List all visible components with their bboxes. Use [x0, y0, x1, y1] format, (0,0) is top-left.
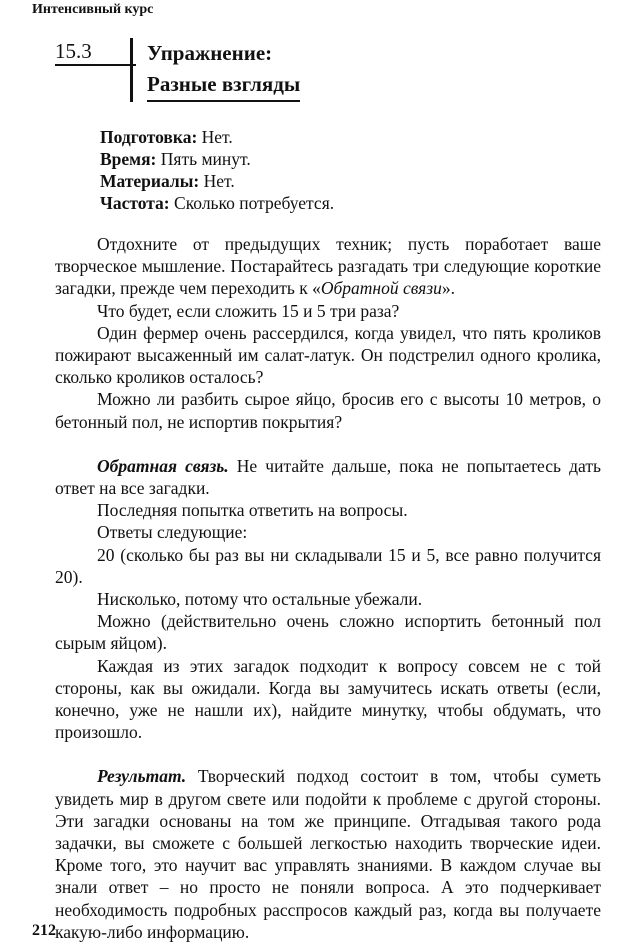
- paragraph-riddle-1: Что будет, если сложить 15 и 5 три раза?: [97, 300, 400, 321]
- spacer: [55, 743, 601, 765]
- paragraph-answer-3: Можно (действительно очень сложно испортить бетонный пол сырым яйцом).: [55, 611, 601, 654]
- meta-materials: [100, 170, 334, 192]
- feedback-reference: Обратной связи: [320, 278, 442, 299]
- meta-prep-value: Нет.: [197, 127, 233, 147]
- meta-materials-label: Материалы:: [100, 171, 200, 191]
- meta-time: [100, 148, 334, 170]
- meta-frequency-value: Сколько потребуется.: [169, 193, 335, 213]
- feedback-label: Обратная связь.: [97, 455, 229, 476]
- paragraph-explanation: Каждая из этих загадок подходит к вопросу совсем не с той стороны, как вы ожидали. Когда вы замучитесь искать ответы (если, конечно, уже не нашли их), найдите минутку, чтобы обдумать, что произошло.: [55, 655, 601, 743]
- intro-text: Отдохните от предыдущих техник; пусть поработает ваше творческое мышление. Постарайтесь разгадать три следующие короткие загадки, прежде чем переходить к «: [55, 234, 601, 299]
- meta-prep: [100, 126, 334, 148]
- paragraph-answer-1: 20 (сколько бы раз вы ни складывали 15 и 5, все равно получится 20).: [55, 544, 601, 587]
- meta-prep-label: Подготовка:: [100, 127, 198, 147]
- exercise-meta: [100, 126, 334, 214]
- paragraph-riddle-2: Один фермер очень рассердился, когда увидел, что пять кроликов пожирают высаженный им салат-латук. Он подстрелил одного кролика, сколько кроликов осталось?: [55, 322, 601, 388]
- paragraph-answer-2: Нисколько, потому что остальные убежали.: [97, 589, 423, 610]
- meta-time-label: Время:: [100, 149, 157, 169]
- paragraph-answers: Ответы следующие:: [97, 522, 248, 543]
- result-text: Творческий подход состоит в том, чтобы суметь увидеть мир в другом свете или подойти к проблеме с другой стороны. Эти загадки основаны на том же принципе. Отгадывая такого рода задачки, вы сможете с большей легкостью находить творческие идеи. Кроме того, это научит вас управлять знаниями. В каждом случае вы знали ответ – но просто не поняли вопроса. А это подчеркивает необходимость подробных расспросов каждый раз, когда вы получаете какую-либо информацию.: [55, 766, 601, 942]
- paragraph-intro: [55, 233, 601, 300]
- paragraph-feedback: [55, 455, 601, 499]
- page-number: 212: [32, 922, 56, 939]
- section-title: [130, 38, 300, 102]
- intro-end: ».: [441, 278, 455, 299]
- feedback-text: Не читайте дальше, пока не попытаетесь дать ответ на все загадки.: [55, 455, 601, 499]
- meta-materials-value: Нет.: [199, 171, 235, 191]
- meta-frequency: [100, 192, 334, 214]
- paragraph-riddle-3: Можно ли разбить сырое яйцо, бросив его с высоты 10 метров, о бетонный пол, не испортив покрытия?: [55, 389, 601, 432]
- paragraph-result: [55, 765, 601, 943]
- result-label: Результат.: [97, 766, 187, 787]
- spacer: [55, 433, 601, 455]
- section-title-line1: Упражнение:: [147, 41, 273, 65]
- running-head: Интенсивный курс: [32, 2, 154, 17]
- body-text: [55, 233, 601, 943]
- meta-frequency-label: Частота:: [100, 193, 170, 213]
- meta-time-value: Пять минут.: [156, 149, 251, 169]
- paragraph-last-attempt: Последняя попытка ответить на вопросы.: [97, 500, 408, 521]
- section-number: 15.3: [55, 38, 136, 66]
- section-title-line2: Разные взгляды: [147, 69, 300, 102]
